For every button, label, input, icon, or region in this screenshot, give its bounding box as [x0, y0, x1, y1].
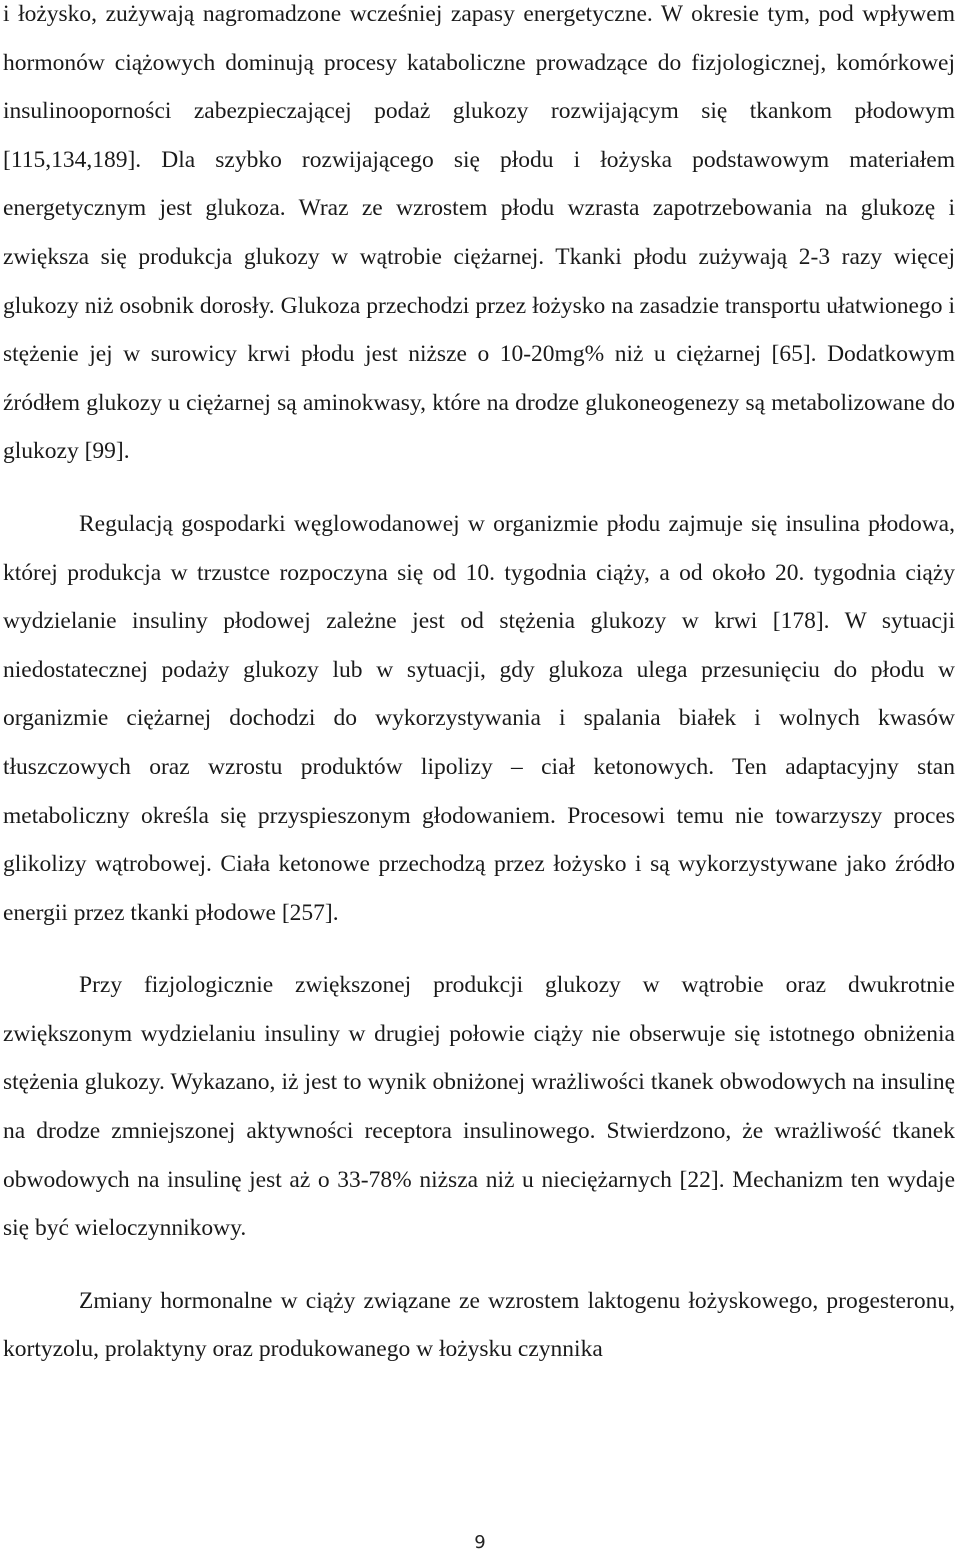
- page-number: 9: [474, 1532, 486, 1553]
- body-text: [3, 0, 955, 1398]
- paragraph-1: i łożysko, zużywają nagromadzone wcześniej zapasy energetyczne. W okresie tym, pod wpływem hormonów ciążowych dominują procesy kataboliczne prowadzące do fizjologicznej, komórkowej insulinooporności zabezpieczającej podaż glukozy rozwijającym się tkankom płodowym [115,134,189]. Dla szybko rozwijającego się płodu i łożyska podstawowym materiałem energetycznym jest glukoza. Wraz ze wzrostem płodu wzrasta zapotrzebowania na glukozę i zwiększa się produkcja glukozy w wątrobie ciężarnej. Tkanki płodu zużywają 2-3 razy więcej glukozy niż osobnik dorosły. Glukoza przechodzi przez łożysko na zasadzie transportu ułatwionego i stężenie jej w surowicy krwi płodu jest niższe o 10-20mg% niż u ciężarnej [65]. Dodatkowym źródłem glukozy u ciężarnej są aminokwasy, które na drodze glukoneogenezy są metabolizowane do glukozy [99].: [3, 1, 955, 465]
- paragraph-2: Regulacją gospodarki węglowodanowej w organizmie płodu zajmuje się insulina płodowa, której produkcja w trzustce rozpoczyna się od 10. tygodnia ciąży, a od około 20. tygodnia ciąży wydzielanie insuliny płodowej zależne jest od stężenia glukozy w krwi [178]. W sytuacji niedostatecznej podaży glukozy lub w sytuacji, gdy glukoza ulega przesunięciu do płodu w organizmie ciężarnej dochodzi do wykorzystywania i spalania białek i wolnych kwasów tłuszczowych oraz wzrostu produktów lipolizy – ciał ketonowych. Ten adaptacyjny stan metaboliczny określa się przyspieszonym głodowaniem. Procesowi temu nie towarzyszy proces glikolizy wątrobowej. Ciała ketonowe przechodzą przez łożysko i są wykorzystywane jako źródło energii przez tkanki płodowe [257].: [3, 510, 955, 926]
- paragraph-4: Zmiany hormonalne w ciąży związane ze wzrostem laktogenu łożyskowego, progesteronu, kortyzolu, prolaktyny oraz produkowanego w łożysku czynnika: [3, 1287, 955, 1363]
- paragraph-3: Przy fizjologicznie zwiększonej produkcji glukozy w wątrobie oraz dwukrotnie zwiększonym wydzielaniu insuliny w drugiej połowie ciąży nie obserwuje się istotnego obniżenia stężenia glukozy. Wykazano, iż jest to wynik obniżonej wrażliwości tkanek obwodowych na insulinę na drodze zmniejszonej aktywności receptora insulinowego. Stwierdzono, że wrażliwość tkanek obwodowych na insulinę jest aż o 33-78% niższa niż u nieciężarnych [22]. Mechanizm ten wydaje się być wieloczynnikowy.: [3, 972, 955, 1242]
